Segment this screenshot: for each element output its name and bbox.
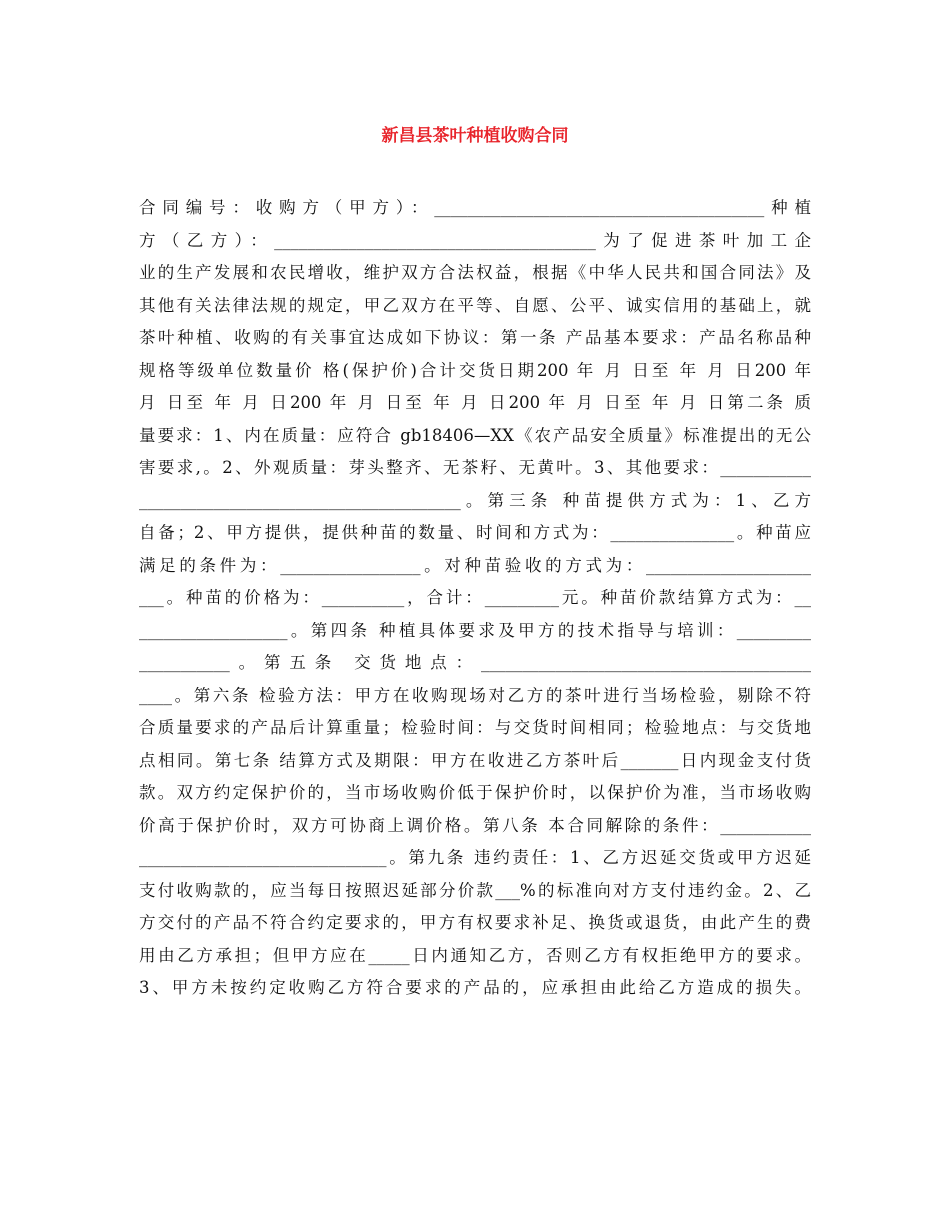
body-line: _______________________________________。第三条 种苗提供方式为：1、乙方 xyxy=(139,490,811,510)
body-line: ______________________________。第九条 违约责任：1、乙方迟延交货或甲方迟延 xyxy=(139,848,811,867)
body-line: 款。双方约定保护价的，当市场收购价低于保护价时，以保护价为准，当市场收购 xyxy=(139,783,811,802)
body-line: 业的生产发展和农民增收，维护双方合法权益，根据《中华人民共和国合同法》及 xyxy=(139,263,811,282)
body-line: 合同编号：收购方（甲方）：________________________________________种植 xyxy=(139,198,811,217)
body-line: 方（乙方）：_______________________________________为了促进茶叶加工企 xyxy=(139,230,811,250)
body-line: 茶叶种植、收购的有关事宜达成如下协议：第一条 产品基本要求：产品名称品种 xyxy=(139,328,811,347)
contract-body xyxy=(139,192,811,1005)
body-line: 用由乙方承担；但甲方应在_____日内通知乙方，否则乙方有权拒绝甲方的要求。 xyxy=(139,945,811,965)
body-line: 害要求,。2、外观质量：芽头整齐、无茶籽、无黄叶。3、其他要求：___________ xyxy=(139,458,811,477)
body-line: 月 日至 年 月 日200 年 月 日至 年 月 日200 年 月 日至 年 月 日第二条 质 xyxy=(139,393,811,412)
body-line: __________________。第四条 种植具体要求及甲方的技术指导与培训：_________ xyxy=(139,620,811,640)
body-line: 满足的条件为：_________________。对种苗验收的方式为：____________________ xyxy=(139,555,811,575)
body-line: 其他有关法律法规的规定，甲乙双方在平等、自愿、公平、诚实信用的基础上，就 xyxy=(139,295,811,315)
body-line: 规格等级单位数量价 格(保护价)合计交货日期200 年 月 日至 年 月 日200 年 xyxy=(139,360,811,380)
body-line: 量要求：1、内在质量：应符合 gb18406—XX《农产品安全质量》标准提出的无公 xyxy=(139,425,811,445)
body-line: 合质量要求的产品后计算重量；检验时间：与交货时间相同；检验地点：与交货地 xyxy=(139,718,811,737)
body-line: 3、甲方未按约定收购乙方符合要求的产品的，应承担由此给乙方造成的损失。 xyxy=(139,978,811,997)
document-title: 新昌县茶叶种植收购合同 xyxy=(381,126,569,146)
body-line: 点相同。第七条 结算方式及期限：甲方在收进乙方茶叶后_______日内现金支付货 xyxy=(139,750,811,770)
body-line: ____。第六条 检验方法：甲方在收购现场对乙方的茶叶进行当场检验，剔除不符 xyxy=(139,685,811,705)
body-line: 自备；2、甲方提供，提供种苗的数量、时间和方式为：_______________。种苗应 xyxy=(139,523,811,542)
body-line: ___。种苗的价格为：__________，合计：_________元。种苗价款结算方式为：__ xyxy=(139,588,811,607)
body-line: ___________。第五条 交货地点：________________________________________ xyxy=(139,653,811,672)
body-line: 价高于保护价时，双方可协商上调价格。第八条 本合同解除的条件：___________ xyxy=(139,815,811,835)
body-line: 方交付的产品不符合约定要求的，甲方有权要求补足、换货或退货，由此产生的费 xyxy=(139,913,811,932)
body-line: 支付收购款的，应当每日按照迟延部分价款___%的标准向对方支付违约金。2、乙 xyxy=(139,880,811,900)
